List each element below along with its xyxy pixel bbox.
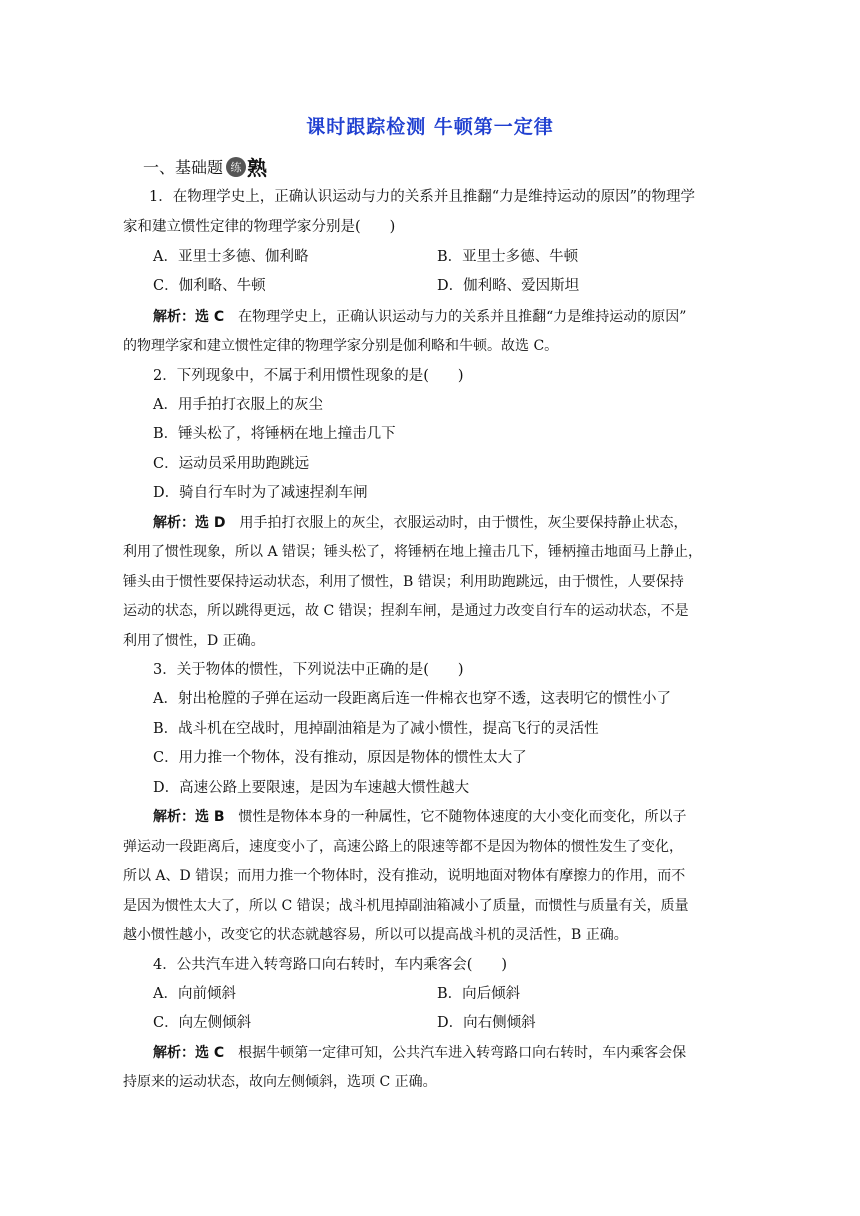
q1-stem-line2: 家和建立惯性定律的物理学家分别是( ) — [123, 219, 396, 235]
section-heading — [143, 152, 267, 181]
q3-analysis-line5: 越小惯性越小，改变它的状态就越容易，所以可以提高战斗机的灵活性，B 正确。 — [123, 927, 628, 943]
q4-analysis-text1: 根据牛顿第一定律可知，公共汽车进入转弯路口向右转时，车内乘客会保 — [224, 1045, 687, 1061]
q2-analysis-label: 解析：选 D — [153, 515, 226, 531]
q3-analysis-label: 解析：选 B — [153, 809, 225, 825]
q2-option-b: B．锤头松了，将锤柄在地上撞击几下 — [153, 426, 396, 442]
q3-analysis-line2: 弹运动一段距离后，速度变小了，高速公路上的限速等都不是因为物体的惯性发生了变化， — [123, 839, 683, 855]
q4-analysis-label: 解析：选 C — [153, 1045, 225, 1061]
q2-analysis-text1: 用手拍打衣服上的灰尘，衣服运动时，由于惯性，灰尘要保持静止状态， — [225, 515, 688, 531]
q3-option-d: D．高速公路上要限速，是因为车速越大惯性越大 — [153, 780, 470, 796]
q2-analysis-line5: 利用了惯性，D 正确。 — [123, 633, 265, 649]
q4-option-d: D．向右侧倾斜 — [437, 1015, 536, 1031]
page-title: 课时跟踪检测 牛顿第一定律 — [306, 116, 554, 138]
section-badge-practice: 练 — [226, 157, 246, 177]
q1-analysis-label: 解析：选 C — [153, 309, 225, 325]
q1-option-a: A．亚里士多德、伽利略 — [153, 249, 309, 265]
q2-option-d: D．骑自行车时为了减速捏刹车闸 — [153, 485, 368, 501]
q2-analysis-line4: 运动的状态，所以跳得更远，故 C 错误；捏刹车闸，是通过力改变自行车的运动状态，不是 — [123, 603, 689, 619]
q4-option-a: A．向前倾斜 — [153, 986, 236, 1002]
q4-option-b: B．向后倾斜 — [437, 986, 521, 1002]
q1-analysis-line1 — [153, 310, 686, 324]
q1-stem-line1: 1．在物理学史上，正确认识运动与力的关系并且推翻“力是维持运动的原因”的物理学 — [149, 189, 696, 205]
q3-analysis-text1: 惯性是物体本身的一种属性，它不随物体速度的大小变化而变化，所以子 — [224, 809, 687, 825]
q1-analysis-text1: 在物理学史上，正确认识运动与力的关系并且推翻“力是维持运动的原因” — [224, 309, 687, 325]
q4-analysis-line2: 持原来的运动状态，故向左侧倾斜，选项 C 正确。 — [123, 1074, 437, 1090]
q2-analysis-line3: 锤头由于惯性要保持运动状态，利用了惯性，B 错误；利用助跑跳远，由于惯性，人要保持 — [123, 574, 684, 590]
q1-option-d: D．伽利略、爱因斯坦 — [437, 278, 580, 294]
q2-option-a: A．用手拍打衣服上的灰尘 — [153, 397, 323, 413]
q4-option-c: C．向左侧倾斜 — [153, 1015, 252, 1031]
q1-option-c: C．伽利略、牛顿 — [153, 278, 266, 294]
q2-analysis-line2: 利用了惯性现象，所以 A 错误；锤头松了，将锤柄在地上撞击几下，锤柄撞击地面马上静止， — [123, 544, 703, 560]
q3-stem: 3．关于物体的惯性，下列说法中正确的是( ) — [153, 662, 464, 678]
q2-analysis-line1 — [153, 516, 688, 530]
q4-stem: 4．公共汽车进入转弯路口向右转时，车内乘客会( ) — [153, 957, 508, 973]
q3-analysis-line3: 所以 A、D 错误；而用力推一个物体时，没有推动，说明地面对物体有摩擦力的作用，而不 — [123, 868, 686, 884]
q1-analysis-line2: 的物理学家和建立惯性定律的物理学家分别是伽利略和牛顿。故选 C。 — [123, 338, 559, 354]
section-label: 一、基础题 — [143, 158, 224, 177]
q3-option-b: B．战斗机在空战时，甩掉副油箱是为了减小惯性，提高飞行的灵活性 — [153, 721, 599, 737]
section-badge-skill: 熟 — [247, 156, 268, 180]
q4-analysis-line1 — [153, 1046, 686, 1060]
q1-option-b: B．亚里士多德、牛顿 — [437, 249, 579, 265]
q3-option-a: A．射出枪膛的子弹在运动一段距离后连一件棉衣也穿不透，这表明它的惯性小了 — [153, 691, 671, 707]
q2-option-c: C．运动员采用助跑跳远 — [153, 456, 310, 472]
q2-stem: 2．下列现象中，不属于利用惯性现象的是( ) — [153, 368, 464, 384]
q3-analysis-line1 — [153, 810, 687, 824]
q3-option-c: C．用力推一个物体，没有推动，原因是物体的惯性太大了 — [153, 750, 527, 766]
q3-analysis-line4: 是因为惯性太大了，所以 C 错误；战斗机甩掉副油箱减小了质量，而惯性与质量有关，质量 — [123, 898, 689, 914]
